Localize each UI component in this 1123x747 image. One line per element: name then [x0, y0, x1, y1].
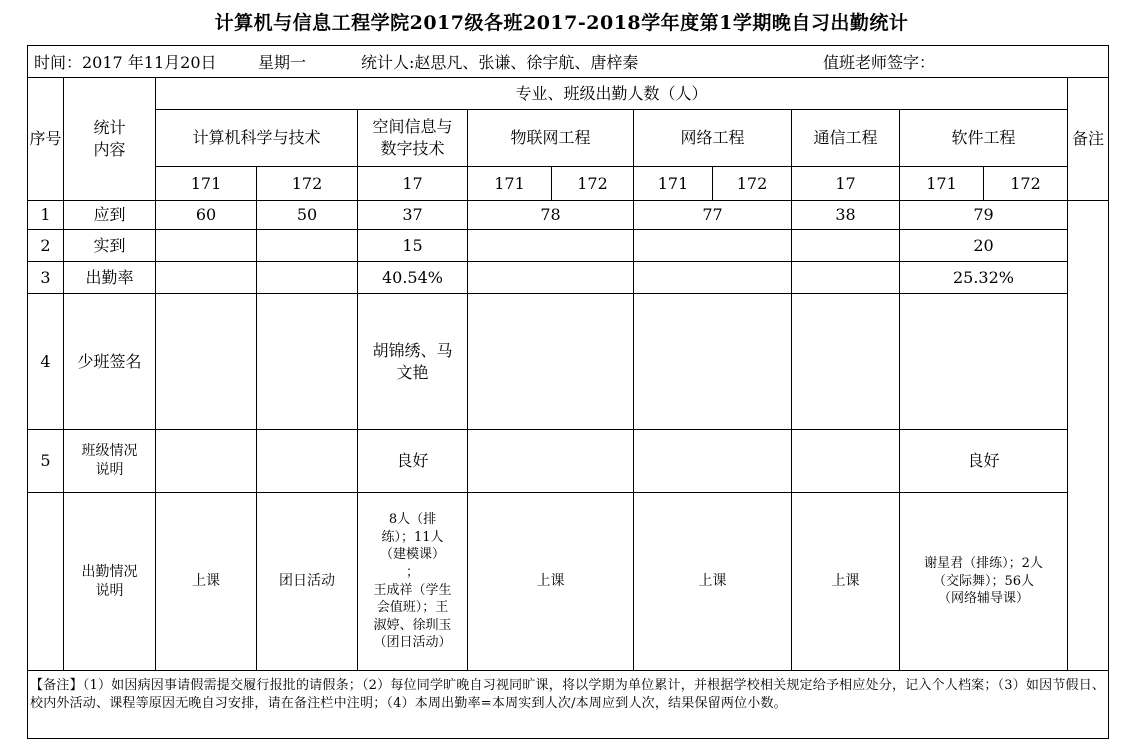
- cell-net: [634, 294, 792, 430]
- cell-cs172: [257, 294, 358, 430]
- cell-se: 25.32%: [900, 262, 1068, 294]
- class-cs-171: 171: [156, 167, 257, 201]
- cell-cs172: 团日活动: [257, 493, 358, 671]
- class-iot-172: 172: [552, 167, 634, 201]
- cell-cs171: 60: [156, 201, 257, 230]
- seq-header: 序号: [28, 78, 64, 201]
- group-header: 专业、班级出勤人数（人）: [156, 78, 1068, 110]
- table-row: [28, 294, 1109, 430]
- cell-sis17: 15: [358, 230, 468, 262]
- major-network: 网络工程: [634, 110, 792, 167]
- page-title: 计算机与信息工程学院2017级各班2017-2018学年度第1学期晚自习出勤统计: [214, 12, 909, 34]
- class-com-17: 17: [792, 167, 900, 201]
- cell-cs172: [257, 230, 358, 262]
- cell-com17: 上课: [792, 493, 900, 671]
- cell-cs172: 50: [257, 201, 358, 230]
- cell-iot: 上课: [468, 493, 634, 671]
- major-cs: 计算机科学与技术: [156, 110, 358, 167]
- cell-cs172: [257, 430, 358, 493]
- cell-com17: [792, 430, 900, 493]
- counters-text: 统计人:赵思凡、张谦、徐宇航、唐梓秦: [361, 53, 639, 72]
- remark-header: 备注: [1068, 78, 1109, 201]
- row-number: 1: [28, 201, 64, 230]
- row-number: 5: [28, 430, 64, 493]
- row-label: 班级情况 说明: [64, 430, 156, 493]
- cell-net: 77: [634, 201, 792, 230]
- table-row: [28, 493, 1109, 671]
- header-row-classes: [28, 167, 1109, 201]
- class-se-171: 171: [900, 167, 984, 201]
- row-label: 应到: [64, 201, 156, 230]
- cell-sis17: 37: [358, 201, 468, 230]
- cell-net: [634, 430, 792, 493]
- row-number: 3: [28, 262, 64, 294]
- class-net-172: 172: [713, 167, 792, 201]
- notes-row: [28, 671, 1109, 739]
- row-number: 4: [28, 294, 64, 430]
- cell-com17: 38: [792, 201, 900, 230]
- row-label: 出勤情况 说明: [64, 493, 156, 671]
- info-bar: [28, 46, 1109, 78]
- cell-se: [900, 294, 1068, 430]
- attendance-table: [27, 45, 1109, 739]
- cell-iot: [468, 230, 634, 262]
- class-iot-171: 171: [468, 167, 552, 201]
- row-number: 2: [28, 230, 64, 262]
- notes-text: 【备注】（1）如因病因事请假需提交履行报批的请假条；（2）每位同学旷晚自习视同旷课，将以学期为单位累计，并根据学校相关规定给予相应处分，记入个人档案；（3）如因节假日、校内外活动、课程等原因无晚自习安排，请在备注栏中注明；（4）本周出勤率=本周实到人次/本周应到人次，结果保留两位小数。: [28, 671, 1109, 739]
- date-text: 时间：2017 年11月20日: [34, 53, 217, 72]
- cell-cs171: [156, 294, 257, 430]
- weekday-text: 星期一: [258, 53, 307, 72]
- teacher-signature-label: 值班老师签字：: [823, 53, 936, 72]
- row-label: 实到: [64, 230, 156, 262]
- cell-sis17: 良好: [358, 430, 468, 493]
- header-row-1: [28, 78, 1109, 110]
- major-communication: 通信工程: [792, 110, 900, 167]
- cell-net: [634, 230, 792, 262]
- cell-iot: [468, 294, 634, 430]
- table-row: [28, 230, 1109, 262]
- major-software: 软件工程: [900, 110, 1068, 167]
- header-row-majors: [28, 110, 1109, 167]
- cell-iot: [468, 262, 634, 294]
- cell-se: 20: [900, 230, 1068, 262]
- cell-cs172: [257, 262, 358, 294]
- cell-sis17: 胡锦绣、马 文艳: [358, 294, 468, 430]
- class-cs-172: 172: [257, 167, 358, 201]
- content-header: 统计 内容: [64, 78, 156, 201]
- cell-cs171: [156, 430, 257, 493]
- cell-sis17: 40.54%: [358, 262, 468, 294]
- info-row: [28, 46, 1109, 78]
- class-se-172: 172: [984, 167, 1068, 201]
- cell-com17: [792, 294, 900, 430]
- cell-iot: [468, 430, 634, 493]
- table-row: [28, 201, 1109, 230]
- cell-com17: [792, 262, 900, 294]
- cell-net: [634, 262, 792, 294]
- cell-se: 良好: [900, 430, 1068, 493]
- class-net-171: 171: [634, 167, 713, 201]
- table-row: [28, 262, 1109, 294]
- major-iot: 物联网工程: [468, 110, 634, 167]
- cell-cs171: [156, 230, 257, 262]
- cell-com17: [792, 230, 900, 262]
- row-label: 出勤率: [64, 262, 156, 294]
- row-number: [28, 493, 64, 671]
- cell-sis17: 8人（排 练）；11人 （建模课） ； 王成祥（学生 会值班）；王 淑婷、徐玔玉 （团日活动）: [358, 493, 468, 671]
- cell-se: 79: [900, 201, 1068, 230]
- remark-cell: [1068, 201, 1109, 671]
- cell-se: 谢星君（排练）；2人 （交际舞）；56人 （网络辅导课）: [900, 493, 1068, 671]
- cell-iot: 78: [468, 201, 634, 230]
- major-spatial-info: 空间信息与 数字技术: [358, 110, 468, 167]
- class-sis-17: 17: [358, 167, 468, 201]
- row-label: 少班签名: [64, 294, 156, 430]
- cell-cs171: [156, 262, 257, 294]
- table-row: [28, 430, 1109, 493]
- cell-cs171: 上课: [156, 493, 257, 671]
- cell-net: 上课: [634, 493, 792, 671]
